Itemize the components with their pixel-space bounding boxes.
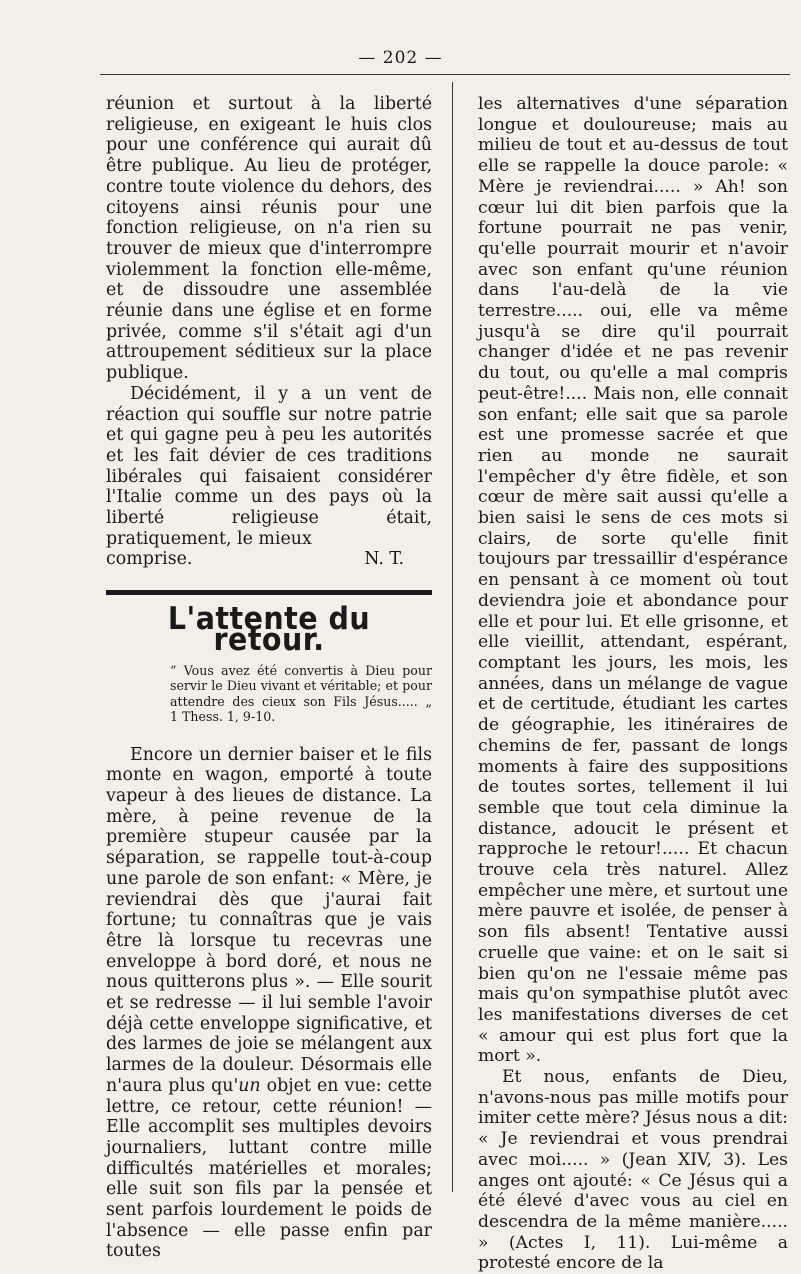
header-rule: [100, 74, 790, 75]
section-divider: [106, 590, 432, 595]
intro-paragraph: réunion et surtout à la liberté religieuse, en exigeant le huis clos pour une conférence qui aurait dû être publique. Au lieu de protéger, contre toute violence du dehors, des citoyens ainsi réunis pour une fonction religieuse, on n'a rien su trouver de mieux que d'interrompre violemment la fonction elle-même, et de dissoudre une assemblée réunie dans une église et en forme privée, comme s'il s'était agi d'un attroupement séditieux sur la place publique.: [106, 94, 432, 384]
closing-last-word: comprise.: [106, 549, 193, 570]
body-text-part-2: objet en vue: cette lettre, ce retour, cette réunion! — Elle accomplit ses multiples devoirs journaliers, luttant contre mille difficultés matérielles et morales; elle suit son fils par la pensée et sent parfois lourdement le poids de l'absence — elle passe enfin par toutes: [106, 1075, 432, 1262]
right-paragraph-2: Et nous, enfants de Dieu, n'avons-nous pas mille motifs pour imiter cette mère? Jésus nous a dit: « Je reviendrai et vous prendrai avec moi..... » (Jean XIV, 3). Les anges ont ajouté: « Ce Jésus qui a été élevé d'avec vous au ciel en descendra de la même manière..... » (Actes I, 11). Lui-même a protesté encore de la: [478, 1067, 788, 1274]
column-divider: [452, 82, 453, 1192]
body-text-part-1: Encore un dernier baiser et le fils monte en wagon, emporté à toute vapeur à des lieues de distance. La mère, à peine revenue de la première stupeur causée par la séparation, se rappelle tout-à-coup une parole de son enfant: « Mère, je reviendrai dès que j'aurai fait fortune; tu connaîtras que je vais être là lorsque tu recevras une enveloppe à bord doré, et nous ne nous quitterons plus ». — Elle sourit et se redresse — il lui semble l'avoir déjà cette enveloppe significative, et des larmes de joie se mélangent aux larmes de la douleur. Désormais elle n'aura plus qu': [106, 744, 432, 1096]
signature-line: [106, 549, 432, 570]
left-column: [106, 94, 432, 1262]
body-emphasis: un: [238, 1075, 261, 1096]
epigraph-text: “ Vous avez été convertis à Dieu pour servir le Dieu vivant et véritable; et pour attendre des cieux son Fils Jésus..... „: [170, 662, 432, 709]
article-body-paragraph: [106, 745, 432, 1263]
article-title: L'attente du retour.: [167, 601, 371, 658]
right-paragraph-1: les alternatives d'une séparation longue et douloureuse; mais au milieu de tout et au-dessus de tout elle se rappelle la douce parole: « Mère je reviendrai..... » Ah! son cœur lui dit bien parfois que la fortune pourrait ne pas venir, qu'elle pourrait mourir et n'avoir avec son enfant qu'une réunion dans l'au-delà de la vie terrestre..... oui, elle va même jusqu'à se dire qu'il pourrait changer d'idée et ne pas revenir du tout, ou qu'elle a mal compris peut-être!.... Mais non, elle connait son enfant; elle sait que sa parole est une promesse sacrée et que rien au monde ne saurait l'empêcher d'y être fidèle, et son cœur de mère sait aussi qu'elle a bien saisi le sens de ces mots si clairs, de sorte qu'elle finit toujours par tressaillir d'espérance en pensant à ce moment où tout deviendra joie et abondance pour elle et pour lui. Et elle grisonne, et elle vieillit, attendant, espérant, comptant les jours, les mois, les années, dans un mélange de vague et de certitude, étudiant les cartes de géographie, les itinéraires de chemins de fer, passant de longs moments à faire des suppositions de toutes sortes, tellement il lui semble que tout cela diminue la distance, adoucit le présent et rapproche le retour!..... Et chacun trouve cela très naturel. Allez empêcher une mère, et surtout une mère pauvre et isolée, de penser à son fils absent! Tentative aussi cruelle que vaine: et on le sait si bien qu'on ne l'essaie même pas mais qu'on sympathise plutôt avec les manifestations diverses de cet « amour qui est plus fort que la mort ».: [478, 94, 788, 1067]
author-signature: N. T.: [364, 549, 404, 570]
epigraph: [170, 663, 432, 725]
epigraph-reference: 1 Thess. 1, 9-10.: [170, 709, 276, 725]
right-column: [478, 94, 788, 1274]
page-number: — 202 —: [358, 48, 443, 68]
closing-paragraph: Décidément, il y a un vent de réaction qui souffle sur notre patrie et qui gagne peu à peu les autorités et les fait dévier de ces traditions libérales qui faisaient considérer l'Italie comme un des pays où la liberté religieuse était, pratiquement, le mieux: [106, 383, 432, 549]
